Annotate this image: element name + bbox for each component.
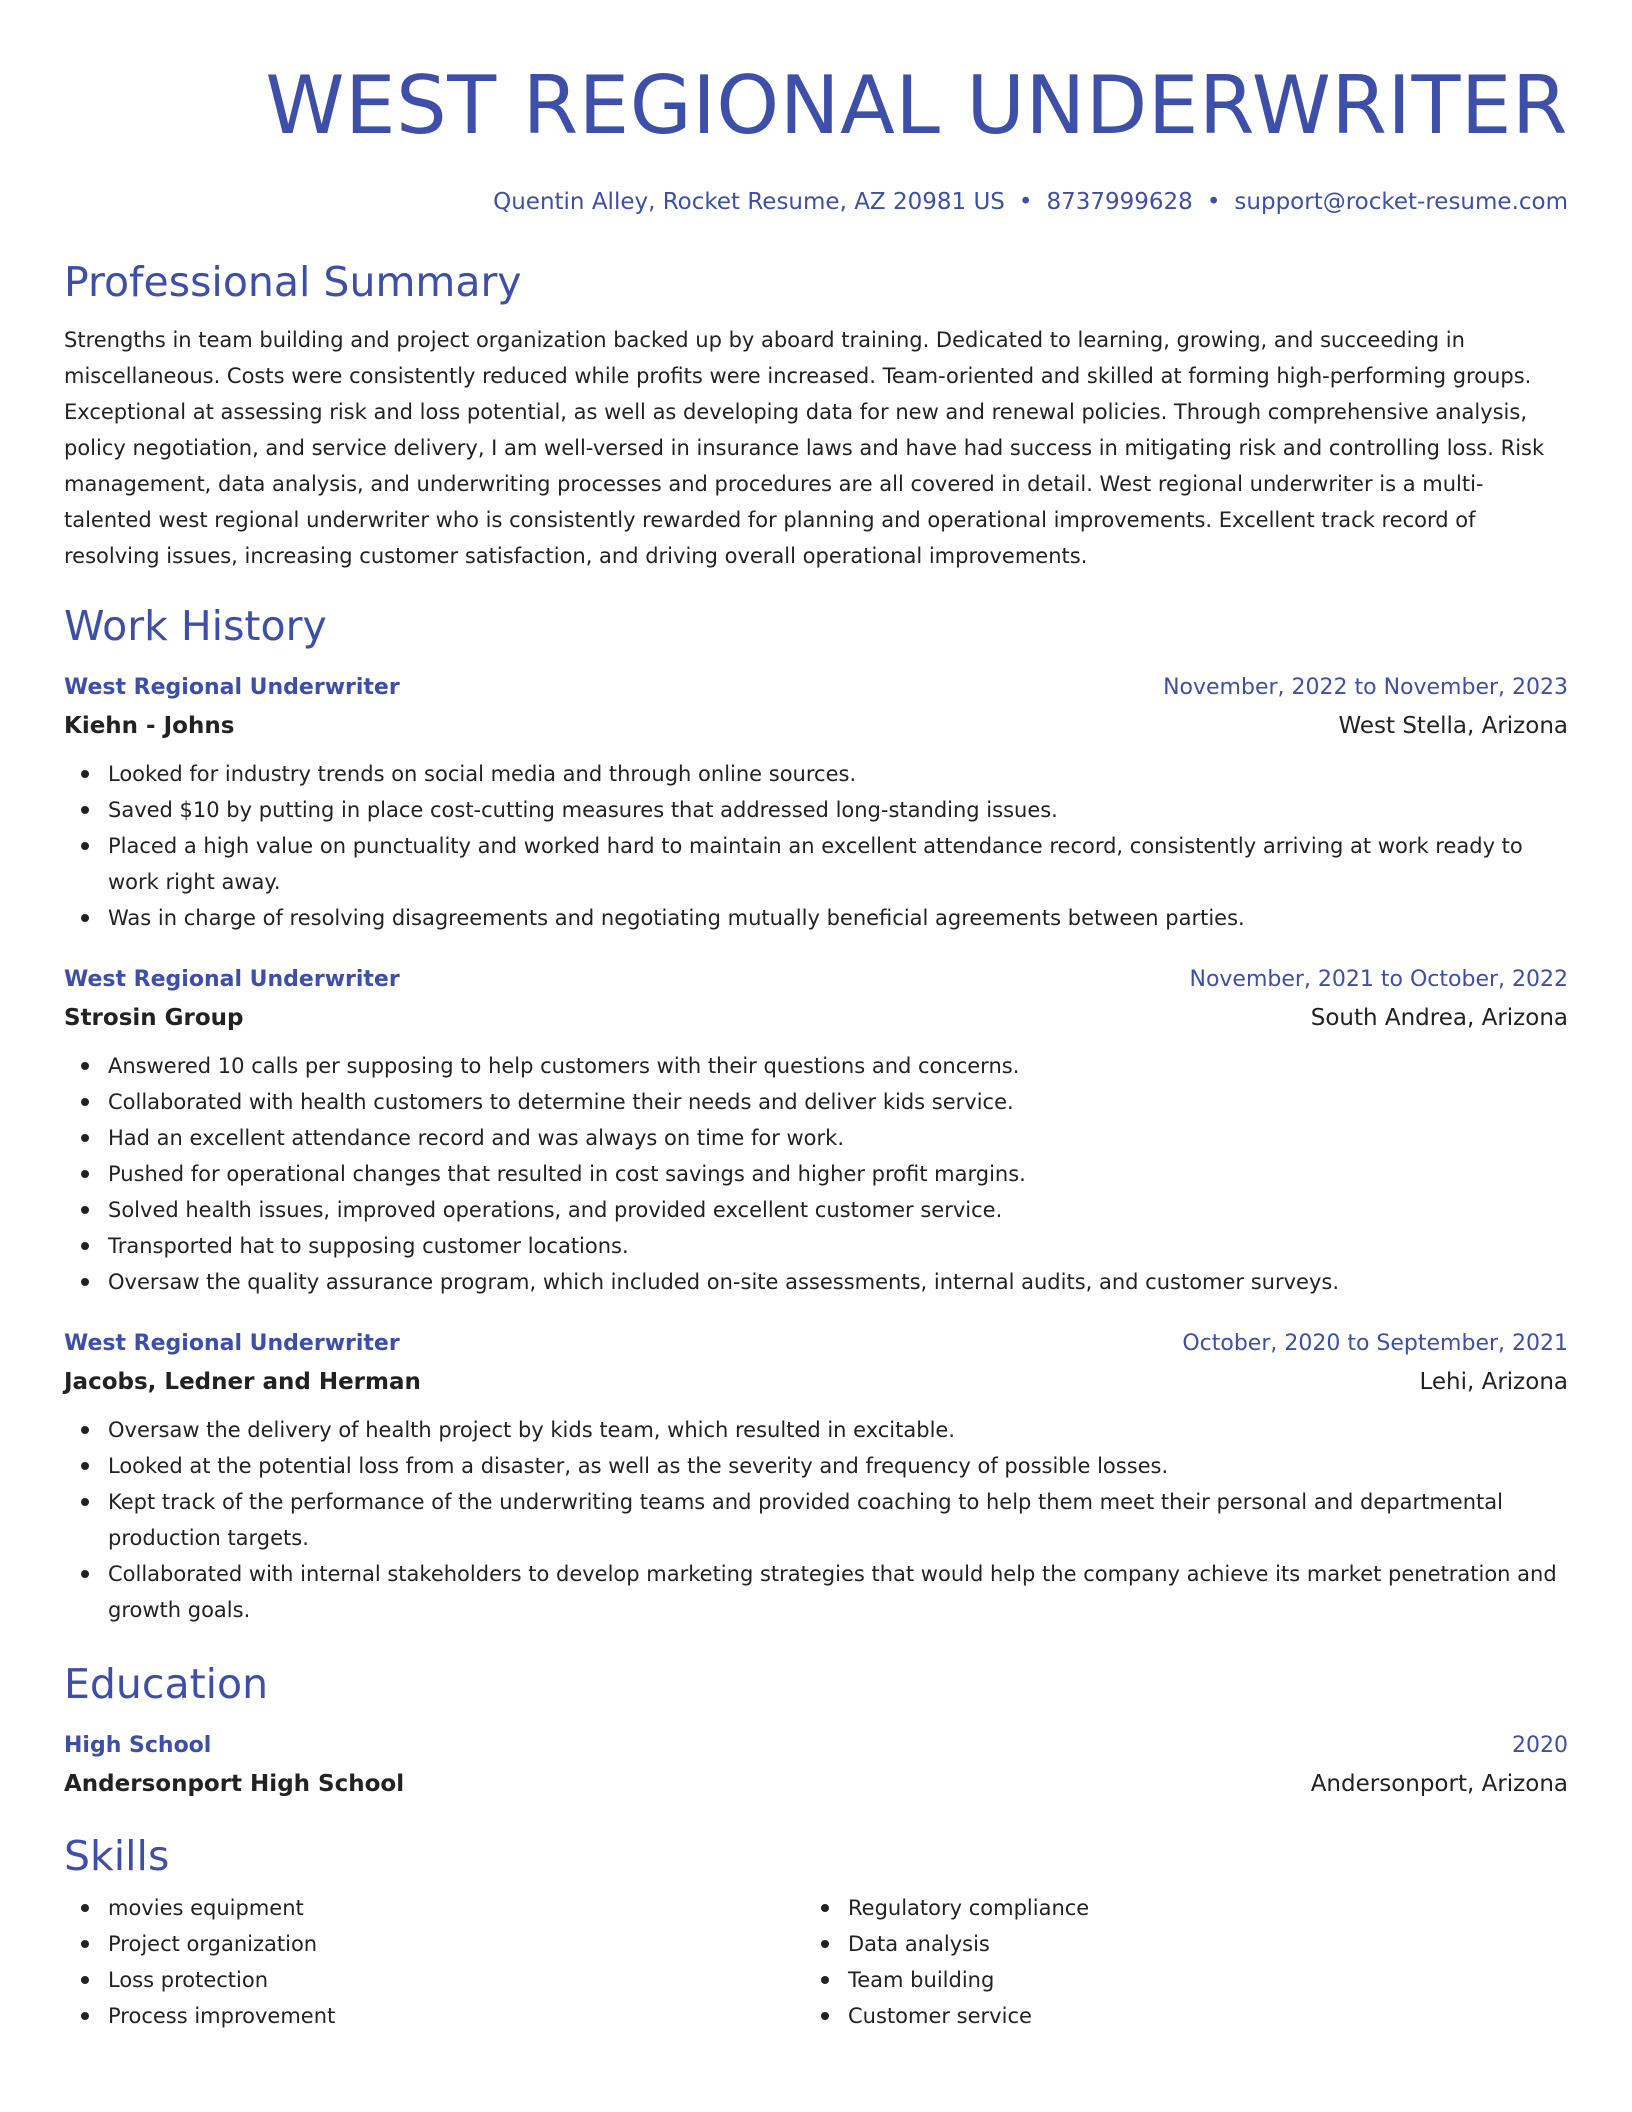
skills-column-left <box>64 1890 804 2034</box>
list-item: Oversaw the delivery of health project by kids team, which resulted in excitable. <box>108 1412 1568 1448</box>
job-bullets <box>64 1412 1568 1628</box>
separator-dot: • <box>1018 189 1033 215</box>
job-entry <box>64 1326 1568 1628</box>
job-dates: October, 2020 to September, 2021 <box>1182 1331 1568 1356</box>
skills-column-right <box>804 1890 1564 2034</box>
education-school: Andersonport High School <box>64 1771 405 1797</box>
list-item: Had an excellent attendance record and was always on time for work. <box>108 1120 1568 1156</box>
list-item: Looked at the potential loss from a disaster, as well as the severity and frequency of possible losses. <box>108 1448 1568 1484</box>
section-title-education: Education <box>64 1660 269 1708</box>
skill-item: Project organization <box>108 1926 804 1962</box>
list-item: Looked for industry trends on social media and through online sources. <box>108 756 1568 792</box>
job-dates: November, 2021 to October, 2022 <box>1189 967 1568 992</box>
skill-item: Team building <box>848 1962 1564 1998</box>
education-degree: High School <box>64 1733 212 1758</box>
list-item: Was in charge of resolving disagreements and negotiating mutually beneficial agreements between parties. <box>108 900 1568 936</box>
job-entry <box>64 962 1568 1300</box>
contact-address: Quentin Alley, Rocket Resume, AZ 20981 US <box>493 189 1005 215</box>
list-item: Transported hat to supposing customer locations. <box>108 1228 1568 1264</box>
job-position: West Regional Underwriter <box>64 1331 400 1356</box>
list-item: Oversaw the quality assurance program, which included on-site assessments, internal audits, and customer surveys. <box>108 1264 1568 1300</box>
summary-text: Strengths in team building and project organization backed up by aboard training. Dedicated to learning, growing, and succeeding in miscellaneous. Costs were consistently reduced while profits were increased. Team-oriented and skilled at forming high-performing groups. Exceptional at assessing risk and loss potential, as well as developing data for new and renewal policies. Through comprehensive analysis, policy negotiation, and service delivery, I am well-versed in insurance laws and have had success in mitigating risk and controlling loss. Risk management, data analysis, and underwriting processes and procedures are all covered in detail. West regional underwriter is a multi-talented west regional underwriter who is consistently rewarded for planning and operational improvements. Excellent track record of resolving issues, increasing customer satisfaction, and driving overall operational improvements. <box>64 328 1545 568</box>
list-item: Answered 10 calls per supposing to help customers with their questions and concerns. <box>108 1048 1568 1084</box>
section-title-skills: Skills <box>64 1832 170 1880</box>
resume-page <box>64 0 1568 2034</box>
skill-item: Loss protection <box>108 1962 804 1998</box>
education-year: 2020 <box>1512 1733 1568 1758</box>
separator-dot: • <box>1206 189 1221 215</box>
contact-phone: 8737999628 <box>1046 189 1193 215</box>
job-company: Jacobs, Ledner and Herman <box>64 1369 421 1395</box>
education-location: Andersonport, Arizona <box>1310 1771 1568 1797</box>
list-item: Pushed for operational changes that resulted in cost savings and higher profit margins. <box>108 1156 1568 1192</box>
job-position: West Regional Underwriter <box>64 967 400 992</box>
list-item: Kept track of the performance of the underwriting teams and provided coaching to help them meet their personal and departmental production targets. <box>108 1484 1568 1556</box>
job-location: Lehi, Arizona <box>1419 1369 1568 1395</box>
skills-list <box>64 1890 1568 2034</box>
job-company: Strosin Group <box>64 1005 244 1031</box>
job-bullets <box>64 1048 1568 1300</box>
skill-item: Process improvement <box>108 1998 804 2034</box>
skill-item: Regulatory compliance <box>848 1890 1564 1926</box>
job-entry <box>64 670 1568 936</box>
job-location: West Stella, Arizona <box>1338 713 1568 739</box>
resume-name: WEST REGIONAL UNDERWRITER <box>265 59 1568 152</box>
skill-item: Data analysis <box>848 1926 1564 1962</box>
list-item: Placed a high value on punctuality and worked hard to maintain an excellent attendance record, consistently arriving at work ready to work right away. <box>108 828 1568 900</box>
job-dates: November, 2022 to November, 2023 <box>1163 675 1568 700</box>
job-company: Kiehn - Johns <box>64 713 235 739</box>
list-item: Collaborated with health customers to determine their needs and deliver kids service. <box>108 1084 1568 1120</box>
list-item: Saved $10 by putting in place cost-cutting measures that addressed long-standing issues. <box>108 792 1568 828</box>
skill-item: movies equipment <box>108 1890 804 1926</box>
contact-email: support@rocket-resume.com <box>1234 189 1568 215</box>
list-item: Solved health issues, improved operations, and provided excellent customer service. <box>108 1192 1568 1228</box>
list-item: Collaborated with internal stakeholders to develop marketing strategies that would help the company achieve its market penetration and growth goals. <box>108 1556 1568 1628</box>
job-position: West Regional Underwriter <box>64 675 400 700</box>
section-title-work-history: Work History <box>64 602 327 650</box>
section-title-summary: Professional Summary <box>64 258 522 306</box>
skill-item: Customer service <box>848 1998 1564 2034</box>
job-location: South Andrea, Arizona <box>1310 1005 1568 1031</box>
job-bullets <box>64 756 1568 936</box>
education-entry <box>64 1728 1568 1804</box>
contact-line <box>64 186 1568 218</box>
